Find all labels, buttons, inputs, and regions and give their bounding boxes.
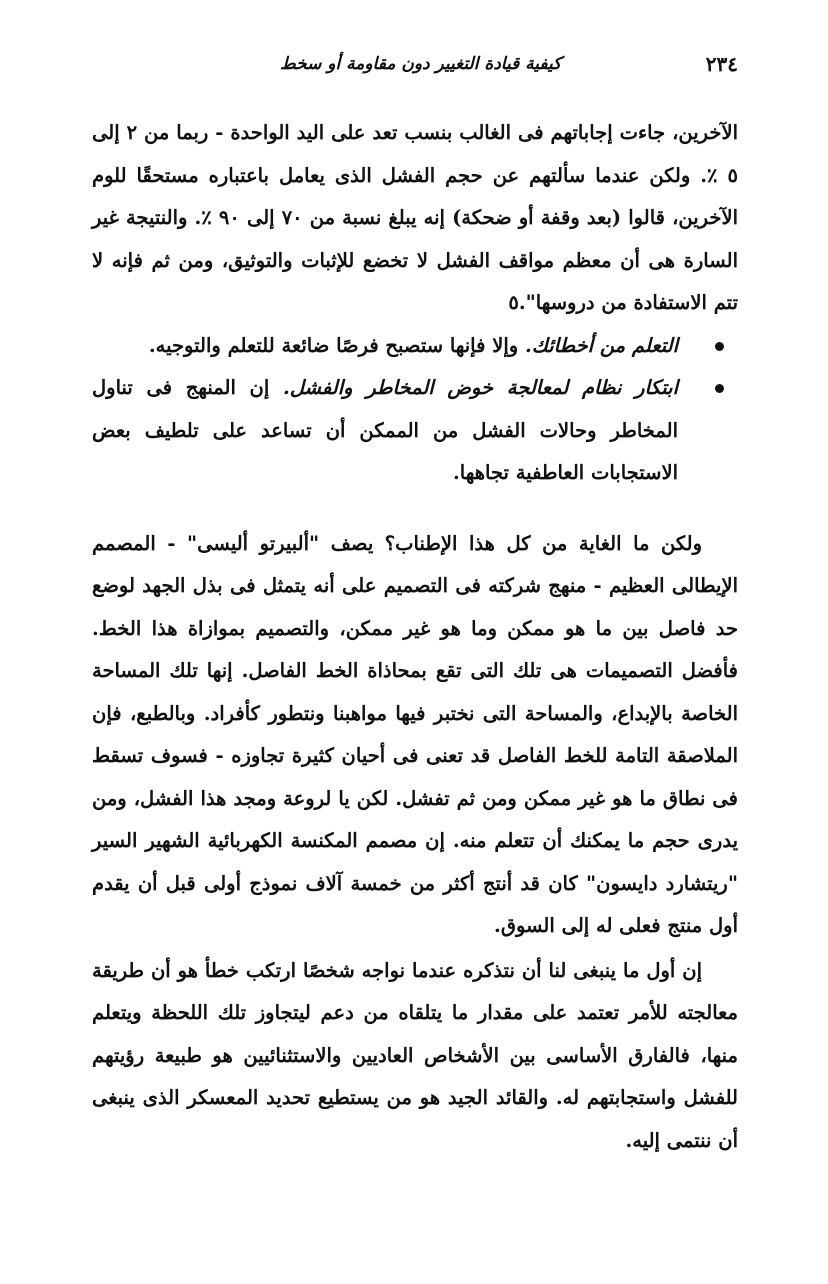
running-title: كيفية قيادة التغيير دون مقاومة أو سخط — [280, 54, 562, 74]
bullet-text: وإلا فإنها ستصبح فرصًا ضائعة للتعلم والتوجيه. — [148, 333, 525, 357]
bullet-item — [92, 367, 738, 495]
body-paragraph: ولكن ما الغاية من كل هذا الإطناب؟ يصف "ألبيرتو أليسى" - المصمم الإيطالى العظيم - منهج شركته فى التصميم على أنه يتمثل فى بذل الجهد لوضع حد فاصل بين ما هو ممكن وما هو غير ممكن، والتصميم بموازاة هذا الخط. فأفضل التصميمات هى تلك التى تقع بمحاذاة الخط الفاصل. إنها تلك المساحة الخاصة بالإبداع، والمساحة التى نختبر فيها مواهبنا ونتطور كأفراد. وبالطبع، فإن الملاصقة التامة للخط الفاصل قد تعنى فى أحيان كثيرة تجاوزه - فسوف تسقط فى نطاق ما هو غير ممكن ومن ثم تفشل. لكن يا لروعة ومجد هذا الفشل، ومن يدرى حجم ما يمكنك أن تتعلم منه. إن مصمم المكنسة الكهربائية الشهير السير "ريتشارد دايسون" كان قد أنتج أكثر من خمسة آلاف نموذج أولى قبل أن يقدم أول منتج فعلى له إلى السوق. — [92, 531, 738, 937]
page-header — [90, 50, 738, 78]
bullet-list — [92, 325, 738, 495]
bullet-lead: التعلم من أخطائك. — [524, 333, 678, 357]
page-number: ٢٣٤ — [705, 52, 738, 76]
body-paragraph: إن أول ما ينبغى لنا أن نتذكره عندما نواجه شخصًا ارتكب خطأ هو أن طريقة معالجته للأمر تعتمد على مقدار ما يتلقاه من دعم ليتجاوز تلك اللحظة ويتعلم منها، فالفارق الأساسى بين الأشخاص العاديين والاستثنائيين هو طبيعة رؤيتهم للفشل واستجابتهم له. والقائد الجيد هو من يستطيع تحديد المعسكر الذى ينبغى أن ننتمى إليه. — [92, 958, 738, 1152]
body-text — [92, 112, 738, 1162]
section-gap — [92, 495, 738, 523]
bullet-dot-icon — [715, 342, 724, 351]
continuation-paragraph: الآخرين، جاءت إجاباتهم فى الغالب بنسب تعد على اليد الواحدة - ربما من ٢ إلى ٥ ٪. ولكن عندما سألتهم عن حجم الفشل الذى يعامل باعتباره مستحقًا للوم الآخرين، قالوا (بعد وقفة أو ضحكة) إنه يبلغ نسبة من ٧٠ إلى ٩٠ ٪. والنتيجة غير السارة هى أن معظم مواقف الفشل لا تخضع للإثبات والتوثيق، ومن ثم فإنه لا تتم الاستفادة من دروسها".٥ — [92, 121, 738, 314]
bullet-text: إن المنهج فى تناول المخاطر وحالات الفشل من الممكن أن تساعد على تلطيف بعض الاستجابات العاطفية تجاهها. — [92, 376, 678, 484]
bullet-item — [92, 325, 738, 368]
bullet-dot-icon — [715, 384, 724, 393]
bullet-lead: ابتكار نظام لمعالجة خوض المخاطر والفشل. — [282, 376, 678, 399]
